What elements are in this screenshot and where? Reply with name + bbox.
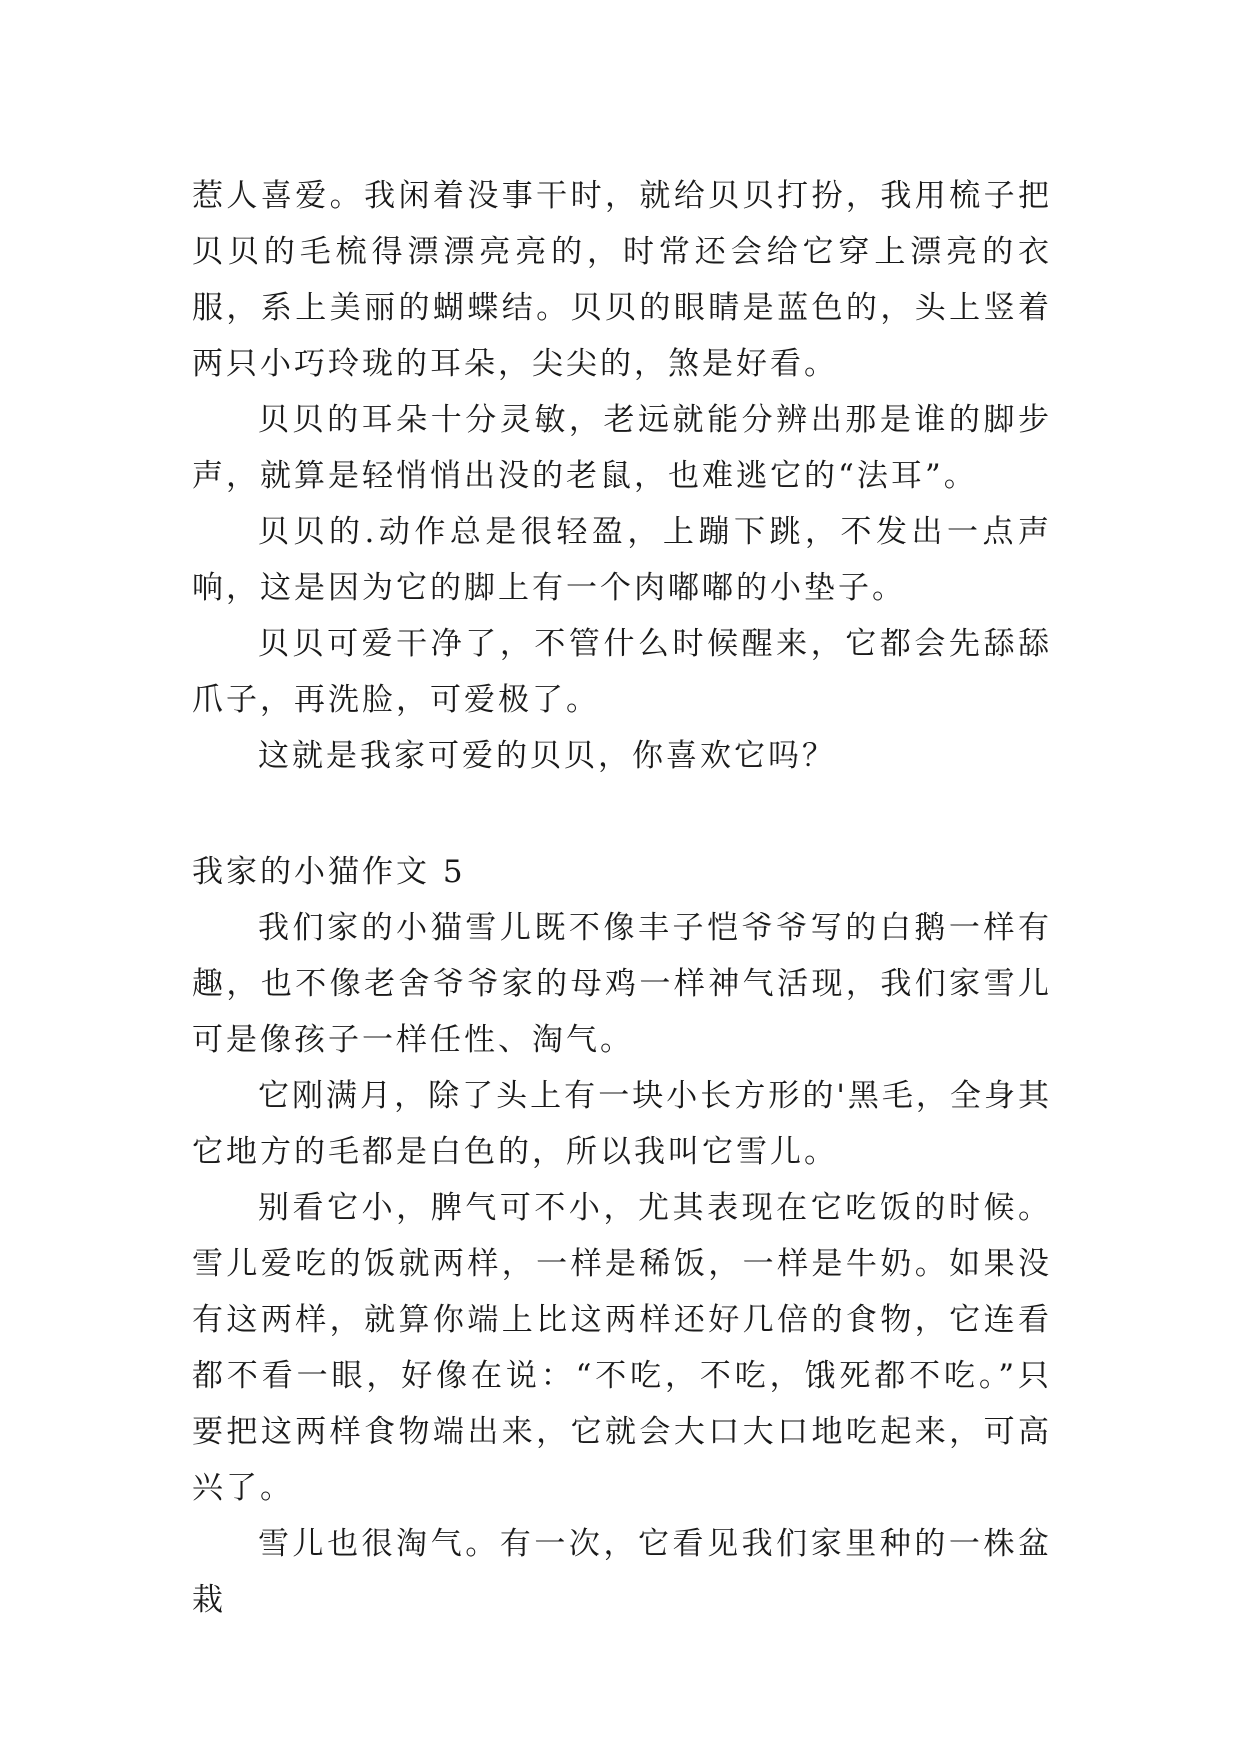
paragraph: 我们家的小猫雪儿既不像丰子恺爷爷写的白鹅一样有趣，也不像老舍爷爷家的母鸡一样神气活现，我们家雪儿可是像孩子一样任性、淘气。: [192, 910, 1052, 1058]
paragraph: 这就是我家可爱的贝贝，你喜欢它吗？: [258, 738, 836, 774]
paragraph: 别看它小，脾气可不小，尤其表现在它吃饭的时候。雪儿爱吃的饭就两样，一样是稀饭，一样是牛奶。如果没有这两样，就算你端上比这两样还好几倍的食物，它连看都不看一眼，好像在说：“不吃，不吃，饿死都不吃。”只要把这两样食物端出来，它就会大口大口地吃起来，可高兴了。: [192, 1190, 1052, 1506]
paragraph: 贝贝可爱干净了，不管什么时候醒来，它都会先舔舔爪子，再洗脸，可爱极了。: [192, 626, 1052, 718]
document-page: [192, 168, 1052, 1628]
section-title: 我家的小猫作文 5: [192, 854, 466, 890]
paragraph: 贝贝的.动作总是很轻盈，上蹦下跳，不发出一点声响，这是因为它的脚上有一个肉嘟嘟的小垫子。: [192, 514, 1052, 606]
paragraph: 惹人喜爱。我闲着没事干时，就给贝贝打扮，我用梳子把贝贝的毛梳得漂漂亮亮的，时常还会给它穿上漂亮的衣服，系上美丽的蝴蝶结。贝贝的眼睛是蓝色的，头上竖着两只小巧玲珑的耳朵，尖尖的，煞是好看。: [192, 178, 1052, 382]
paragraph: 贝贝的耳朵十分灵敏，老远就能分辨出那是谁的脚步声，就算是轻悄悄出没的老鼠，也难逃它的“法耳”。: [192, 402, 1052, 494]
paragraph: 雪儿也很淘气。有一次，它看见我们家里种的一株盆栽: [192, 1526, 1052, 1618]
paragraph: 它刚满月，除了头上有一块小长方形的'黑毛，全身其它地方的毛都是白色的，所以我叫它雪儿。: [192, 1078, 1052, 1170]
section-spacer: [192, 784, 1052, 844]
